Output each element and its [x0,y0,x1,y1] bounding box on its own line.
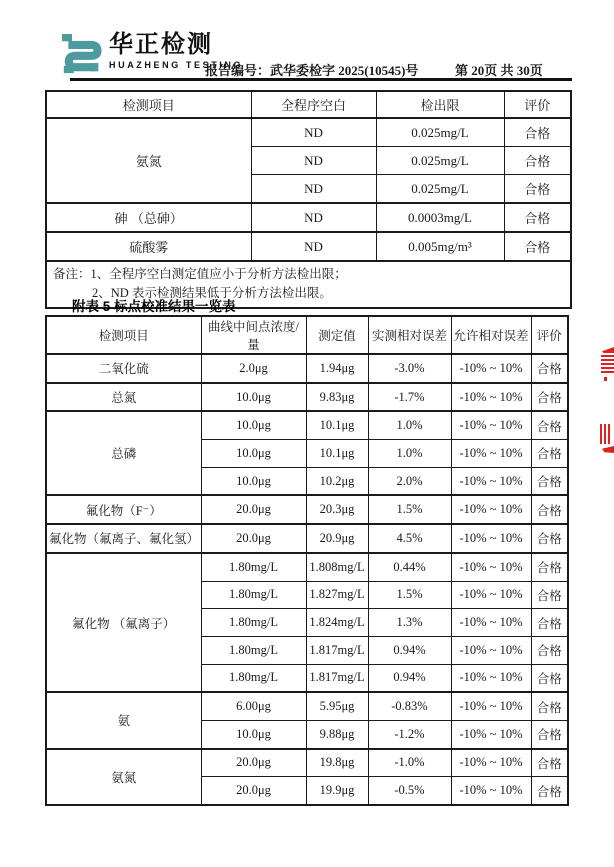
value-cell: -10% ~ 10% [451,524,531,553]
item-name-cell: 总氮 [46,383,201,412]
table-row [46,118,571,147]
value-cell: 1.80mg/L [201,664,306,692]
value-cell: 合格 [504,232,571,261]
item-name-cell: 总磷 [46,411,201,495]
value-cell: 合格 [531,524,568,553]
value-cell: 9.83μg [306,383,368,412]
value-cell: 0.025mg/L [376,175,504,204]
report-number-label: 报告编号： [205,63,271,78]
item-name-cell: 氟化物 （氟离子） [46,553,201,692]
seal-fragment-icon [602,446,614,453]
value-cell: 19.8μg [306,749,368,777]
value-cell: 合格 [504,147,571,175]
table-row [46,383,568,412]
column-header: 评价 [504,91,571,118]
value-cell: 0.005mg/m³ [376,232,504,261]
value-cell: 合格 [531,581,568,609]
value-cell: 0.44% [368,553,451,581]
value-cell: 9.88μg [306,720,368,748]
value-cell: -1.0% [368,749,451,777]
column-header: 检测项目 [46,316,201,354]
value-cell: 合格 [531,720,568,748]
value-cell: -10% ~ 10% [451,692,531,720]
value-cell: 1.80mg/L [201,553,306,581]
value-cell: -10% ~ 10% [451,495,531,524]
value-cell: 10.1μg [306,411,368,439]
table-row [46,553,568,581]
value-cell: 20.9μg [306,524,368,553]
value-cell: 合格 [531,467,568,495]
report-number [205,60,418,79]
value-cell: 合格 [531,777,568,805]
value-cell: 合格 [531,609,568,637]
value-cell: ND [251,118,376,147]
value-cell: 20.0μg [201,495,306,524]
table-row [46,495,568,524]
value-cell: 1.0% [368,440,451,468]
table-row [46,692,568,720]
value-cell: 1.5% [368,495,451,524]
value-cell: 10.1μg [306,440,368,468]
column-header: 检出限 [376,91,504,118]
table-row [46,524,568,553]
value-cell: -10% ~ 10% [451,749,531,777]
calibration-result-table [45,315,569,806]
value-cell: 10.0μg [201,720,306,748]
value-cell: -3.0% [368,354,451,383]
value-cell: 0.025mg/L [376,118,504,147]
value-cell: 20.0μg [201,777,306,805]
column-header: 实测相对误差 [368,316,451,354]
table-header-row [46,316,568,354]
value-cell: ND [251,203,376,232]
huazheng-logo-icon [62,33,102,75]
item-name-cell: 氟化物（F⁻） [46,495,201,524]
value-cell: -1.2% [368,720,451,748]
value-cell: ND [251,175,376,204]
item-name-cell: 砷 （总砷） [46,203,251,232]
value-cell: 1.80mg/L [201,609,306,637]
column-header: 评价 [531,316,568,354]
value-cell: 1.827mg/L [306,581,368,609]
value-cell: -10% ~ 10% [451,581,531,609]
item-name-cell: 氨氮 [46,118,251,203]
value-cell: 合格 [504,118,571,147]
value-cell: 合格 [531,553,568,581]
column-header: 全程序空白 [251,91,376,118]
value-cell: 4.5% [368,524,451,553]
table-row [46,411,568,439]
brand-name-cn: 华正检测 [109,31,213,58]
value-cell: ND [251,147,376,175]
seal-fragment-icon [602,347,614,353]
table-row [46,232,571,261]
value-cell: 0.94% [368,636,451,664]
value-cell: 合格 [531,440,568,468]
item-name-cell: 硫酸雾 [46,232,251,261]
note-line1: 备注：1、全程序空白测定值应小于分析方法检出限； [53,267,347,281]
value-cell: 合格 [504,175,571,204]
table-row [46,749,568,777]
value-cell: -10% ~ 10% [451,664,531,692]
value-cell: 0.0003mg/L [376,203,504,232]
value-cell: 1.80mg/L [201,636,306,664]
value-cell: 1.0% [368,411,451,439]
table-row [46,354,568,383]
blank-result-table [45,90,572,309]
value-cell: -10% ~ 10% [451,440,531,468]
value-cell: 10.2μg [306,467,368,495]
value-cell: 5.95μg [306,692,368,720]
value-cell: 2.0μg [201,354,306,383]
value-cell: 10.0μg [201,383,306,412]
value-cell: 1.824mg/L [306,609,368,637]
table-header-row [46,91,571,118]
value-cell: 合格 [531,692,568,720]
value-cell: 10.0μg [201,440,306,468]
value-cell: 1.817mg/L [306,636,368,664]
value-cell: 2.0% [368,467,451,495]
value-cell: 1.817mg/L [306,664,368,692]
value-cell: 0.94% [368,664,451,692]
value-cell: -10% ~ 10% [451,383,531,412]
value-cell: 合格 [531,495,568,524]
value-cell: 20.0μg [201,524,306,553]
value-cell: 10.0μg [201,411,306,439]
value-cell: 合格 [531,383,568,412]
value-cell: 19.9μg [306,777,368,805]
value-cell: -10% ~ 10% [451,467,531,495]
value-cell: -10% ~ 10% [451,777,531,805]
item-name-cell: 二氧化硫 [46,354,201,383]
header-divider [70,78,572,81]
item-name-cell: 氨 [46,692,201,748]
value-cell: 合格 [531,749,568,777]
value-cell: 1.5% [368,581,451,609]
seal-fragment-icon [600,424,610,444]
value-cell: ND [251,232,376,261]
seal-fragment-icon [604,377,607,381]
value-cell: -10% ~ 10% [451,354,531,383]
value-cell: 合格 [531,664,568,692]
column-header: 检测项目 [46,91,251,118]
value-cell: 0.025mg/L [376,147,504,175]
value-cell: 1.808mg/L [306,553,368,581]
value-cell: -0.5% [368,777,451,805]
value-cell: 合格 [531,411,568,439]
value-cell: 10.0μg [201,467,306,495]
note-line2: 2、ND 表示检测结果低于分析方法检出限。 [92,286,332,300]
column-header: 允许相对误差 [451,316,531,354]
value-cell: -10% ~ 10% [451,609,531,637]
item-name-cell: 氟化物（氟离子、氟化氢） [46,524,201,553]
item-name-cell: 氨氮 [46,749,201,805]
column-header: 曲线中间点浓度/量 [201,316,306,354]
value-cell: -10% ~ 10% [451,636,531,664]
value-cell: 6.00μg [201,692,306,720]
value-cell: 1.94μg [306,354,368,383]
table-row [46,203,571,232]
value-cell: -10% ~ 10% [451,720,531,748]
value-cell: 1.3% [368,609,451,637]
value-cell: 合格 [531,354,568,383]
value-cell: -10% ~ 10% [451,411,531,439]
value-cell: -0.83% [368,692,451,720]
value-cell: -10% ~ 10% [451,553,531,581]
appendix-table-title: 附表 5 标点校准结果一览表 [72,299,236,314]
report-number-value: 武华委检字 2025(10545)号 [270,63,419,78]
value-cell: 20.3μg [306,495,368,524]
seal-fragment-icon [601,355,614,375]
value-cell: 合格 [531,636,568,664]
value-cell: -1.7% [368,383,451,412]
column-header: 测定值 [306,316,368,354]
brand-name-en: HUAZHENG TESTING [109,60,244,70]
page-indicator: 第 20页 共 30页 [455,63,543,78]
value-cell: 20.0μg [201,749,306,777]
value-cell: 合格 [504,203,571,232]
value-cell: 1.80mg/L [201,581,306,609]
